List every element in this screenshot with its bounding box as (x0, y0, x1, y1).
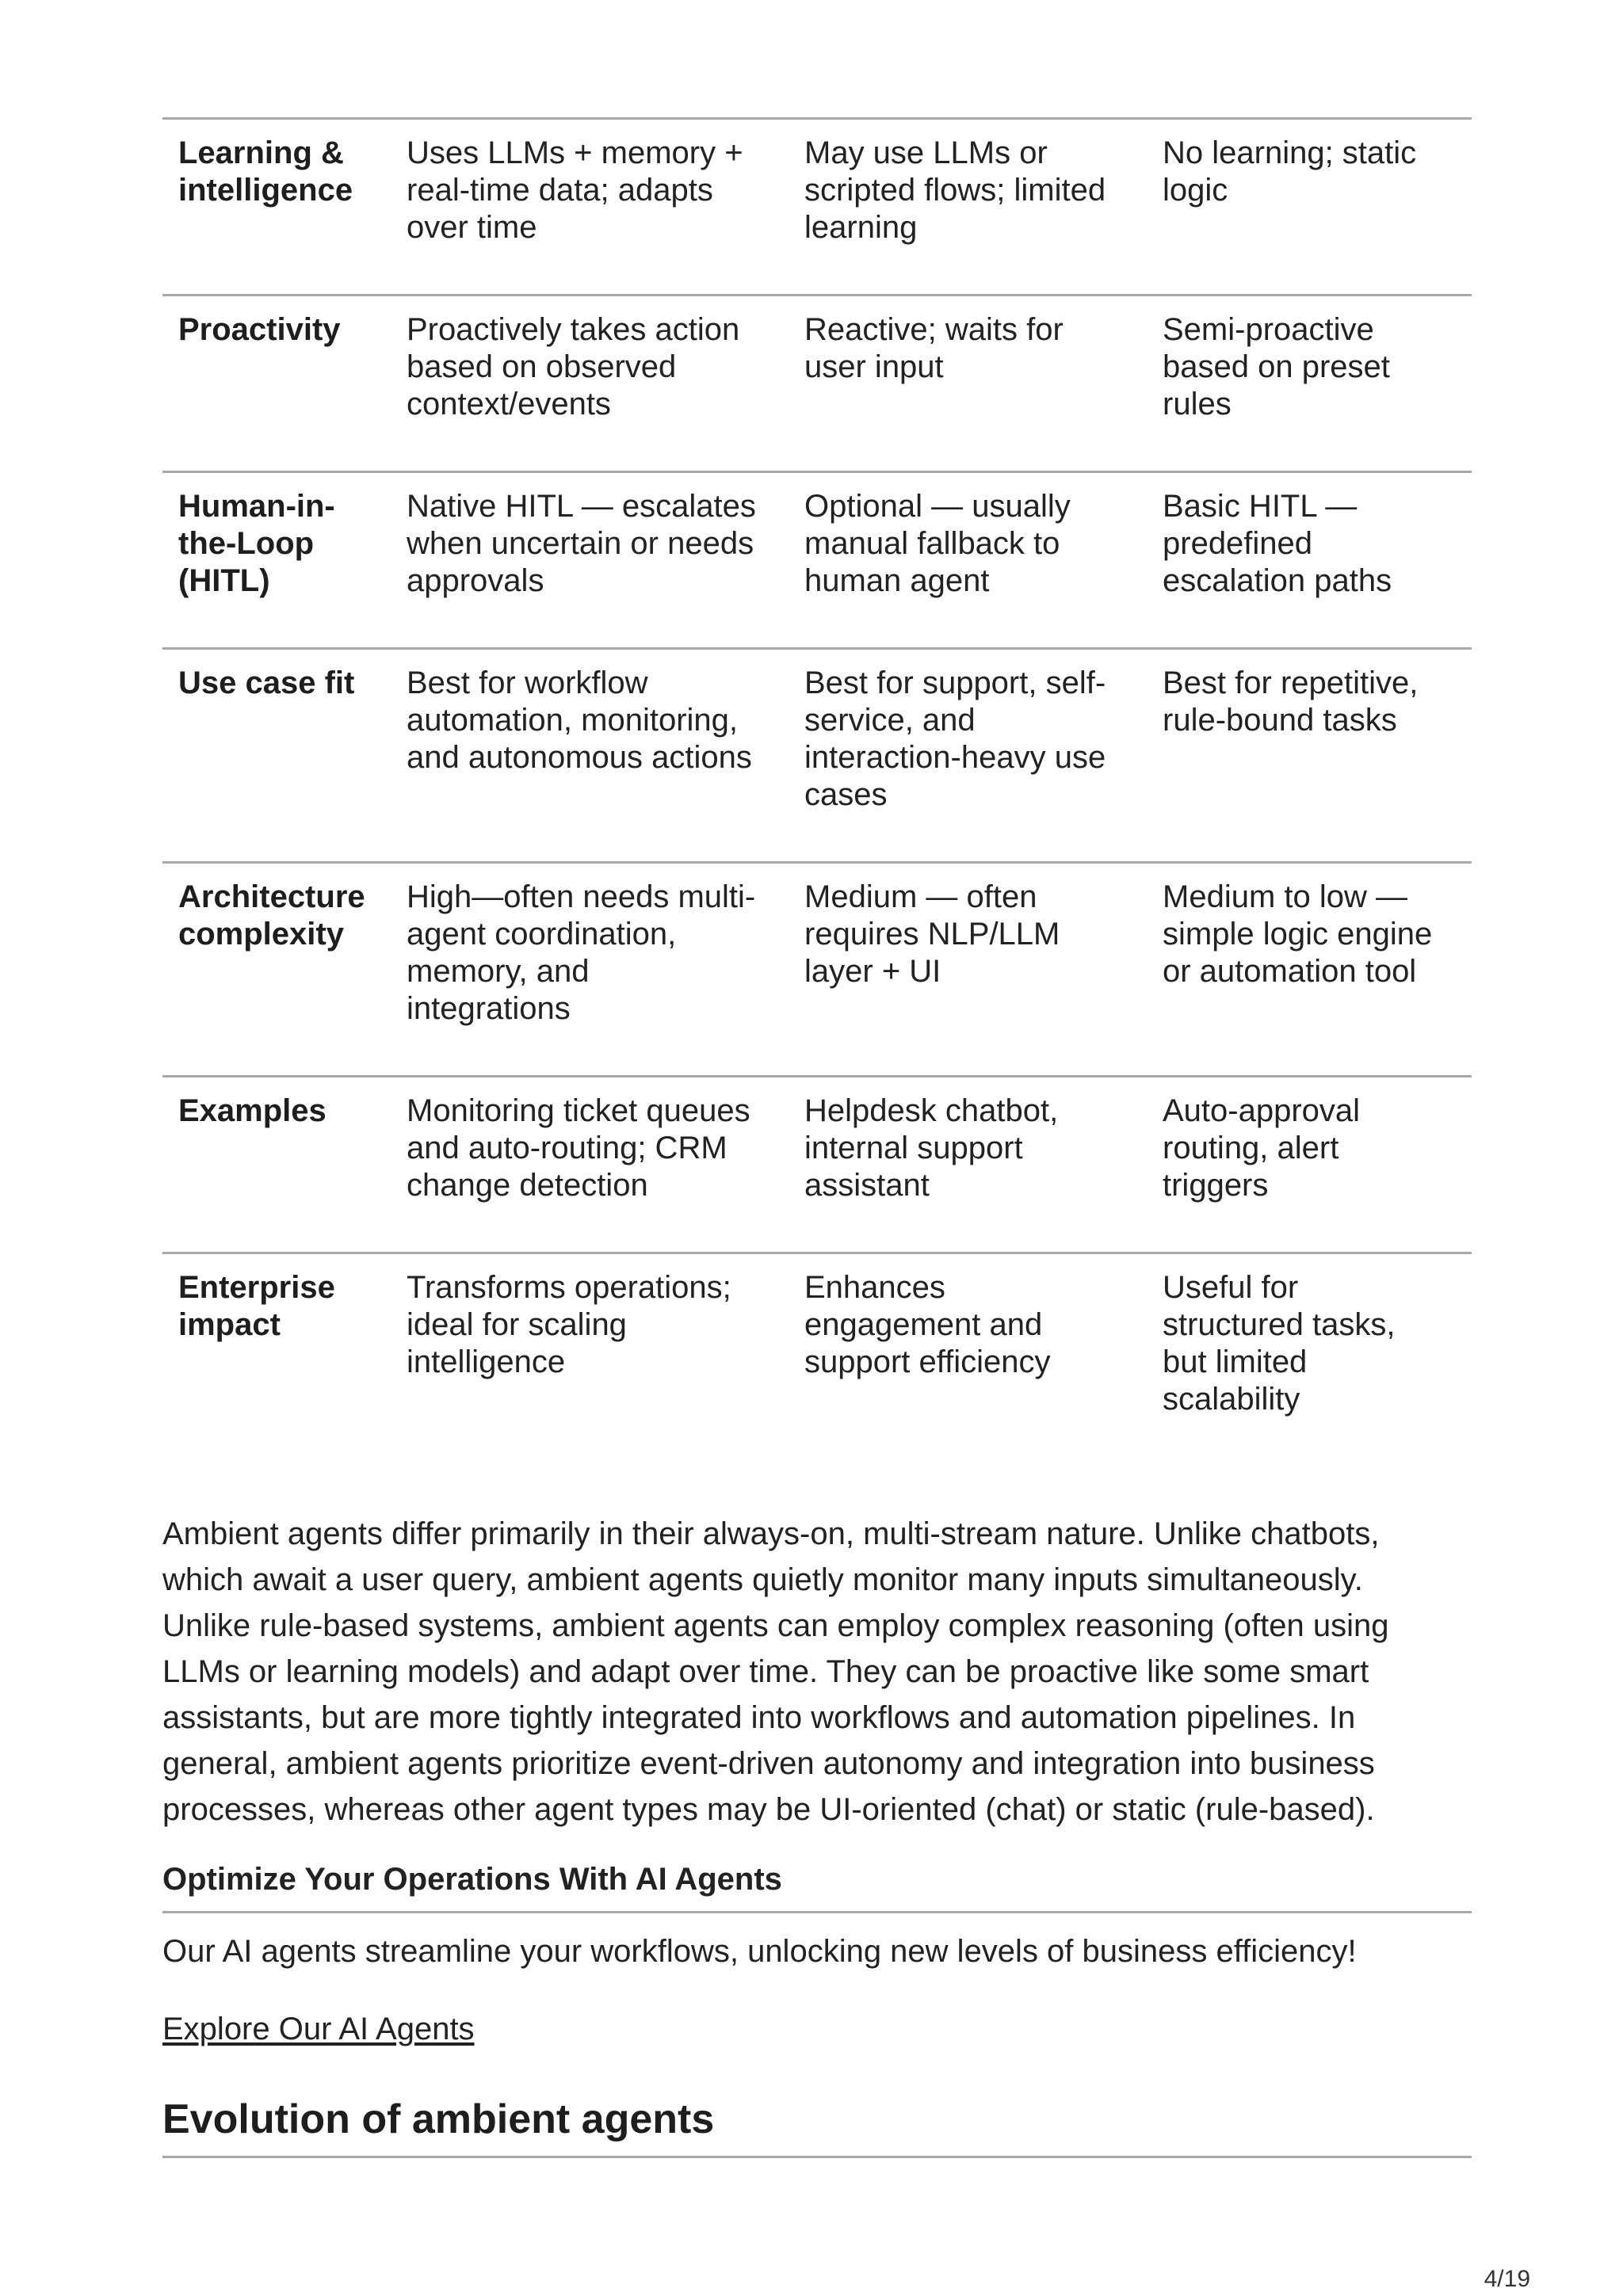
chatbot-cell (789, 649, 1147, 863)
rule-based-cell-line: routing, alert (1163, 1131, 1339, 1165)
rule-based-cell-line: but limited (1163, 1344, 1308, 1379)
ambient-agent-cell (391, 1077, 789, 1253)
ambient-agent-cell-line: based on observed (407, 349, 677, 384)
rule-based-cell-line: structured tasks, (1163, 1307, 1396, 1342)
ambient-agent-cell-line: intelligence (407, 1344, 566, 1379)
rule-based-cell-line: Medium to low — (1163, 879, 1407, 914)
rule-based-cell-line: scalability (1163, 1382, 1300, 1417)
ambient-agent-cell-line: ideal for scaling (407, 1307, 627, 1342)
ambient-agent-cell-line: and autonomous actions (407, 740, 752, 775)
rule-based-cell-line: simple logic engine (1163, 917, 1433, 952)
row-label-cell (162, 1077, 391, 1253)
table-row (162, 472, 1472, 649)
rule-based-cell-line: Useful for (1163, 1270, 1299, 1305)
ambient-agent-cell-line: agent coordination, (407, 917, 677, 952)
rule-based-cell-line: rules (1163, 387, 1232, 421)
rule-based-cell (1147, 119, 1472, 296)
chatbot-cell-line: Best for support, self- (804, 666, 1106, 700)
rule-based-cell-line: Auto-approval (1163, 1093, 1361, 1128)
chatbot-cell (789, 472, 1147, 649)
row-label-cell-line: Proactivity (178, 312, 341, 347)
table-row (162, 1077, 1472, 1253)
chatbot-cell-line: requires NLP/LLM (804, 917, 1060, 952)
row-label-cell-line: the-Loop (178, 526, 315, 561)
ambient-agent-cell-line: integrations (407, 991, 571, 1026)
row-label-cell (162, 472, 391, 649)
cta-title: Optimize Your Operations With AI Agents (162, 1859, 1472, 1913)
chatbot-cell (789, 119, 1147, 296)
chatbot-cell-line: assistant (804, 1168, 930, 1203)
chatbot-cell-line: engagement and (804, 1307, 1043, 1342)
ambient-agent-cell-line: when uncertain or needs (407, 526, 754, 561)
rule-based-cell-line: No learning; static (1163, 135, 1417, 170)
chatbot-cell-line: internal support (804, 1131, 1023, 1165)
row-label-cell-line: Enterprise (178, 1270, 335, 1305)
rule-based-cell-line: based on preset (1163, 349, 1390, 384)
ambient-agent-cell (391, 649, 789, 863)
ambient-agent-cell (391, 863, 789, 1077)
section-heading: Evolution of ambient agents (162, 2094, 1472, 2158)
ambient-agent-cell (391, 472, 789, 649)
chatbot-cell-line: Helpdesk chatbot, (804, 1093, 1059, 1128)
row-label-cell (162, 296, 391, 472)
ambient-agent-cell-line: approvals (407, 563, 544, 598)
ambient-agent-cell-line: High—often needs multi- (407, 879, 756, 914)
ambient-agent-cell-line: Uses LLMs + memory + (407, 135, 743, 170)
rule-based-cell (1147, 863, 1472, 1077)
ambient-agent-cell-line: Monitoring ticket queues (407, 1093, 750, 1128)
row-label-cell-line: Architecture (178, 879, 365, 914)
ambient-agent-cell-line: and auto-routing; CRM (407, 1131, 727, 1165)
ambient-agent-cell-line: change detection (407, 1168, 648, 1203)
chatbot-cell-line: service, and (804, 703, 976, 738)
row-label-cell-line: Learning & (178, 135, 344, 170)
ambient-agent-cell-line: Best for workflow (407, 666, 648, 700)
rule-based-cell-line: or automation tool (1163, 954, 1417, 989)
table-row (162, 119, 1472, 296)
ambient-agent-cell-line: Transforms operations; (407, 1270, 731, 1305)
chatbot-cell-line: user input (804, 349, 944, 384)
summary-line: processes, whereas other agent types may be UI-oriented (chat) or static (rule-based). (162, 1792, 1375, 1827)
chatbot-cell-line: cases (804, 777, 888, 812)
summary-line: LLMs or learning models) and adapt over time. They can be proactive like some smart (162, 1654, 1369, 1689)
chatbot-cell-line: learning (804, 210, 918, 245)
rule-based-cell-line: rule-bound tasks (1163, 703, 1397, 738)
chatbot-cell (789, 863, 1147, 1077)
row-label-cell (162, 863, 391, 1077)
row-label-cell-line: intelligence (178, 173, 353, 208)
row-label-cell-line: Use case fit (178, 666, 355, 700)
chatbot-cell-line: interaction-heavy use (804, 740, 1106, 775)
row-label-cell (162, 1253, 391, 1466)
summary-line: Ambient agents differ primarily in their always-on, multi-stream nature. Unlike chatbots, (162, 1516, 1380, 1551)
ambient-agent-cell-line: automation, monitoring, (407, 703, 739, 738)
ambient-agent-cell-line: Proactively takes action (407, 312, 740, 347)
table-row (162, 863, 1472, 1077)
rule-based-cell-line: predefined (1163, 526, 1313, 561)
chatbot-cell-line: manual fallback to (804, 526, 1060, 561)
rule-based-cell-line: Basic HITL — (1163, 489, 1358, 524)
ambient-agent-cell (391, 296, 789, 472)
table-row (162, 1253, 1472, 1466)
chatbot-cell-line: Reactive; waits for (804, 312, 1064, 347)
document-page (162, 117, 1472, 2158)
rule-based-cell-line: logic (1163, 173, 1228, 208)
ambient-agent-cell (391, 1253, 789, 1466)
comparison-table-body (162, 119, 1472, 1466)
rule-based-cell (1147, 1253, 1472, 1466)
chatbot-cell (789, 1253, 1147, 1466)
summary-line: assistants, but are more tightly integrated into workflows and automation pipelines. In (162, 1700, 1356, 1735)
summary-line: general, ambient agents prioritize event-driven autonomy and integration into business (162, 1746, 1375, 1781)
rule-based-cell (1147, 472, 1472, 649)
chatbot-cell-line: Optional — usually (804, 489, 1071, 524)
chatbot-cell-line: Enhances (804, 1270, 945, 1305)
row-label-cell (162, 649, 391, 863)
row-label-cell-line: (HITL) (178, 563, 270, 598)
ambient-agent-cell-line: real-time data; adapts (407, 173, 713, 208)
row-label-cell-line: complexity (178, 917, 344, 952)
rule-based-cell-line: Semi-proactive (1163, 312, 1374, 347)
rule-based-cell-line: Best for repetitive, (1163, 666, 1419, 700)
rule-based-cell (1147, 296, 1472, 472)
rule-based-cell (1147, 1077, 1472, 1253)
ambient-agent-cell-line: over time (407, 210, 537, 245)
rule-based-cell (1147, 649, 1472, 863)
comparison-table (162, 117, 1472, 1466)
cta-text: Our AI agents streamline your workflows, unlocking new levels of business efficiency! (162, 1934, 1357, 1969)
row-label-cell-line: impact (178, 1307, 281, 1342)
table-row (162, 649, 1472, 863)
chatbot-cell (789, 1077, 1147, 1253)
row-label-cell (162, 119, 391, 296)
row-label-cell-line: Human-in- (178, 489, 335, 524)
row-label-cell-line: Examples (178, 1093, 327, 1128)
chatbot-cell-line: layer + UI (804, 954, 941, 989)
ambient-agent-cell-line: memory, and (407, 954, 590, 989)
chatbot-cell-line: human agent (804, 563, 990, 598)
summary-line: which await a user query, ambient agents quietly monitor many inputs simultaneously. (162, 1562, 1363, 1597)
ambient-agent-cell-line: Native HITL — escalates (407, 489, 756, 524)
chatbot-cell-line: scripted flows; limited (804, 173, 1106, 208)
chatbot-cell (789, 296, 1147, 472)
summary-line: Unlike rule-based systems, ambient agents can employ complex reasoning (often using (162, 1608, 1389, 1643)
chatbot-cell-line: Medium — often (804, 879, 1037, 914)
page-number: 4/19 (1484, 2266, 1530, 2292)
chatbot-cell-line: May use LLMs or (804, 135, 1048, 170)
explore-ai-agents-link[interactable]: Explore Our AI Agents (162, 2012, 475, 2046)
ambient-agent-cell (391, 119, 789, 296)
table-row (162, 296, 1472, 472)
rule-based-cell-line: triggers (1163, 1168, 1269, 1203)
summary-paragraph (162, 1511, 1472, 1833)
rule-based-cell-line: escalation paths (1163, 563, 1392, 598)
chatbot-cell-line: support efficiency (804, 1344, 1051, 1379)
ambient-agent-cell-line: context/events (407, 387, 611, 421)
